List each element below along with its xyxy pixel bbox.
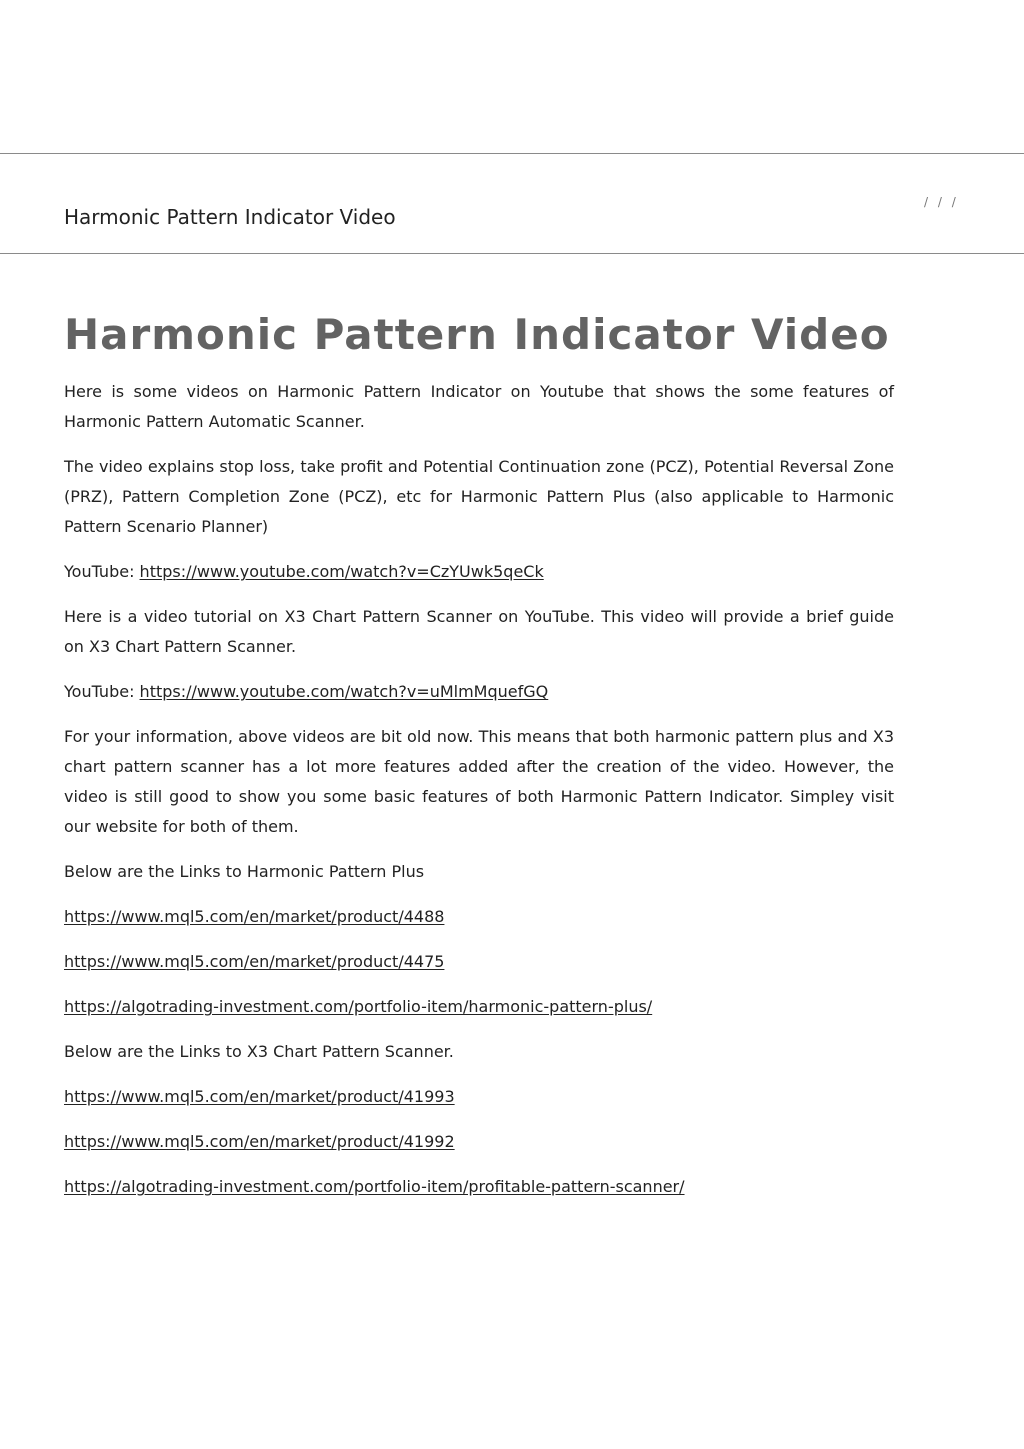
link-paragraph [64,947,894,977]
x3-links-intro: Below are the Links to X3 Chart Pattern Scanner. [64,1042,454,1061]
harmonic-link-1[interactable]: https://www.mql5.com/en/market/product/4488 [64,907,445,926]
harmonic-links-intro: Below are the Links to Harmonic Pattern Plus [64,862,425,881]
x3-link-1[interactable]: https://www.mql5.com/en/market/product/41993 [64,1087,455,1106]
link-paragraph [64,992,894,1022]
link-paragraph [64,1082,894,1112]
youtube-link-2[interactable]: https://www.youtube.com/watch?v=uMlmMquefGQ [139,682,549,701]
breadcrumb: / / / [924,195,959,209]
site-header [0,153,1024,254]
intro-paragraph: Here is some videos on Harmonic Pattern Indicator on Youtube that shows the some features of Harmonic Pattern Automatic Scanner. [64,382,894,431]
link-paragraph [64,1127,894,1157]
youtube-label: YouTube: [64,682,140,701]
youtube-link-1[interactable]: https://www.youtube.com/watch?v=CzYUwk5qeCk [139,562,544,581]
harmonic-link-2[interactable]: https://www.mql5.com/en/market/product/4475 [64,952,445,971]
page-title: Harmonic Pattern Indicator Video [64,310,890,359]
x3-link-2[interactable]: https://www.mql5.com/en/market/product/41992 [64,1132,455,1151]
youtube-label: YouTube: [64,562,140,581]
youtube-line-1 [64,557,894,587]
harmonic-link-3[interactable]: https://algotrading-investment.com/portfolio-item/harmonic-pattern-plus/ [64,997,653,1016]
article-content [64,306,894,1217]
link-paragraph [64,1172,894,1202]
video-description-paragraph: The video explains stop loss, take profit and Potential Continuation zone (PCZ), Potential Reversal Zone (PRZ), Pattern Completion Zone (PCZ), etc for Harmonic Pattern Plus (also applicable to Harmonic Pattern Scenario Planner) [64,457,894,536]
x3-tutorial-paragraph: Here is a video tutorial on X3 Chart Pattern Scanner on YouTube. This video will provide a brief guide on X3 Chart Pattern Scanner. [64,607,894,656]
info-paragraph: For your information, above videos are bit old now. This means that both harmonic pattern plus and X3 chart pattern scanner has a lot more features added after the creation of the video. However, the video is still good to show you some basic features of both Harmonic Pattern Indicator. Simpley visit our website for both of them. [64,727,894,836]
youtube-line-2 [64,677,894,707]
x3-link-3[interactable]: https://algotrading-investment.com/portfolio-item/profitable-pattern-scanner/ [64,1177,685,1196]
header-title: Harmonic Pattern Indicator Video [64,205,396,229]
link-paragraph [64,902,894,932]
